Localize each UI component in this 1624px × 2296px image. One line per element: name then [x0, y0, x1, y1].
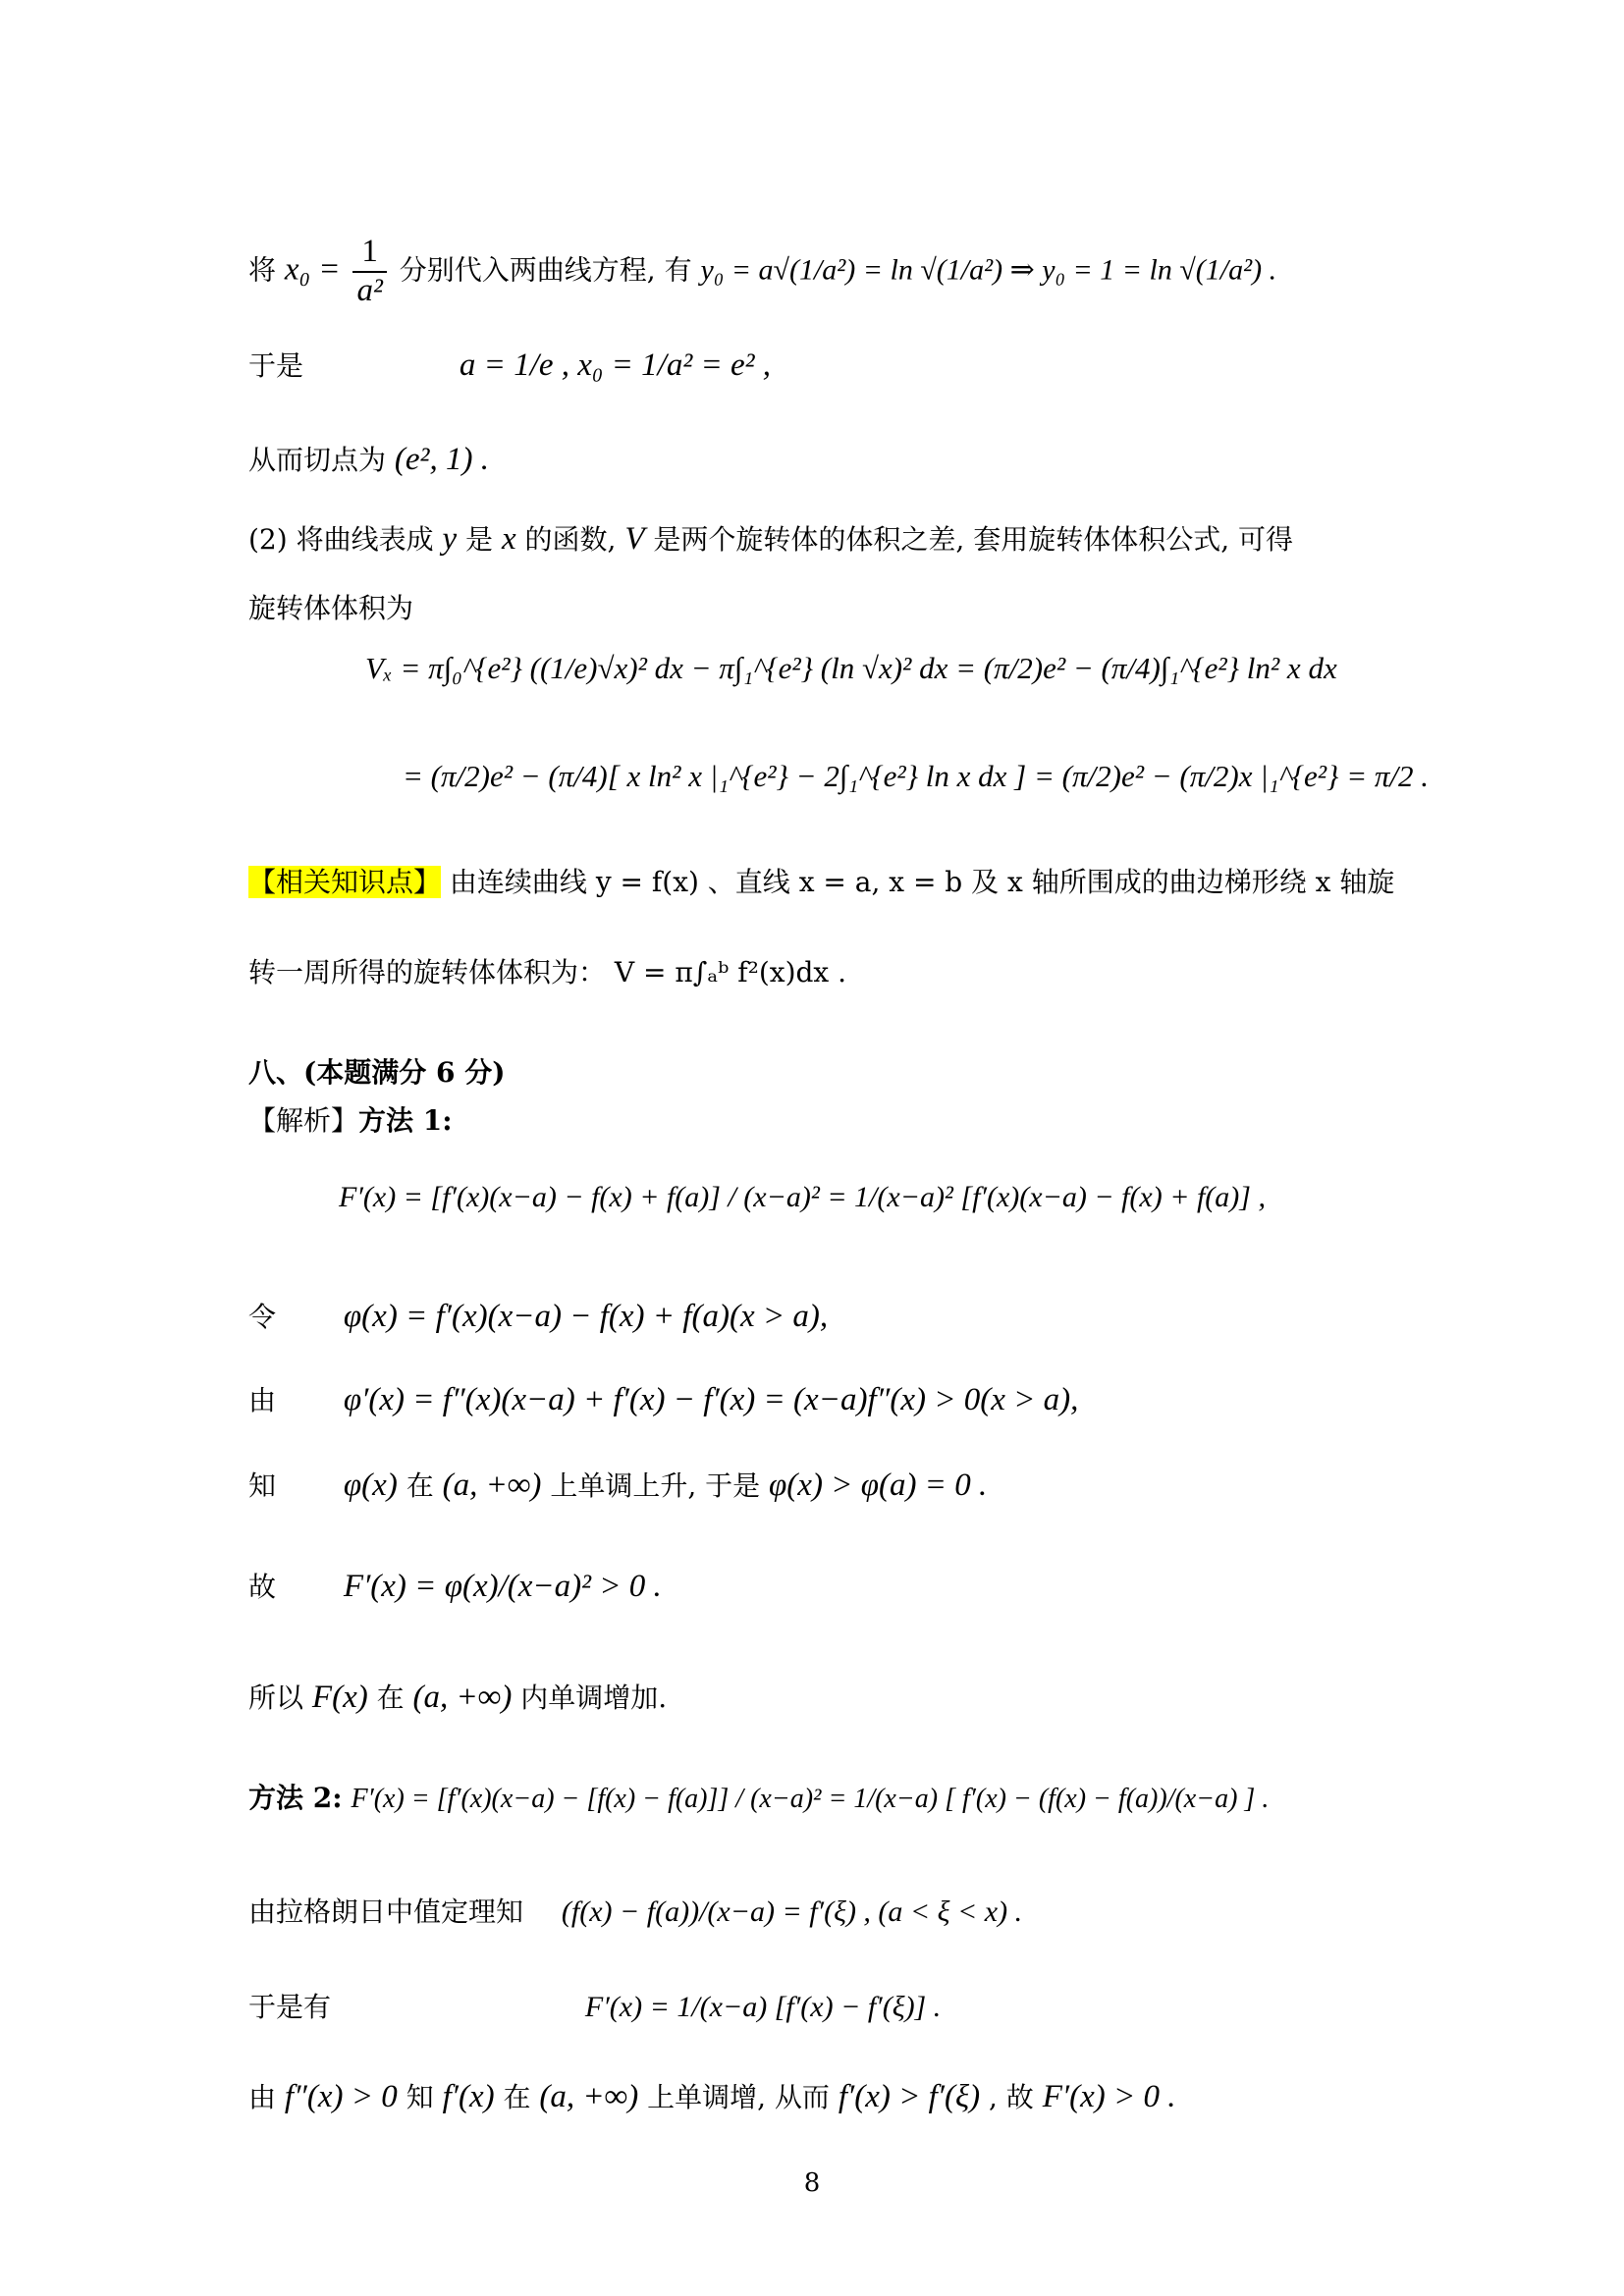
method-2-label: 方法 2:	[248, 1782, 343, 1814]
math-F-positive: F′(x) = φ(x)/(x−a)² > 0 .	[343, 1569, 662, 1604]
text: 旋转体体积为	[248, 592, 414, 624]
math-phi-x: φ(x)	[343, 1468, 398, 1503]
page-number: 8	[803, 2168, 821, 2198]
text: 知	[406, 2081, 434, 2113]
text: 于是	[248, 349, 304, 382]
text: 在	[406, 1469, 434, 1502]
math-V: V	[624, 521, 645, 557]
math-interval: (a, +∞)	[412, 1680, 513, 1715]
frac-one-over-a2: $\frac{1}{\text{a²}}$	[352, 234, 386, 310]
line-tangent-point	[248, 444, 489, 476]
text: 令	[248, 1301, 277, 1333]
equation-volume-1: Vₓ = π∫₀^{e²} ((1/e)√x)² dx − π∫₁^{e²} (ln √x)² dx = (π/2)e² − (π/4)∫₁^{e²} ln² x dx	[365, 651, 1337, 685]
line-by	[248, 1384, 1078, 1416]
math-F-method2: F′(x) = [f′(x)(x−a) − [f(x) − f(a)]] / (x−a)² = 1/(x−a) [ f′(x) − (f(x) − f(a))/(x−a) ] .	[351, 1784, 1270, 1814]
line-part2	[248, 523, 1293, 556]
text: 转一周所得的旋转体体积为： V = π∫ₐᵇ f²(x)dx .	[248, 956, 847, 988]
text: 由	[248, 2081, 277, 2113]
text: 在	[503, 2081, 531, 2113]
equation-F-derivative: F′(x) = [f′(x)(x−a) − f(x) + f(a)] / (x−a)² = 1/(x−a)² [f′(x)(x−a) − f(x) + f(a)] ,	[339, 1181, 1266, 1213]
text: 的函数,	[524, 523, 617, 556]
text: 所以	[248, 1682, 304, 1714]
text: 从而切点为	[248, 444, 387, 476]
section-eight-heading: 八、(本题满分 6 分)	[248, 1056, 506, 1089]
line-substitute	[248, 234, 1276, 310]
math-phi-ineq: φ(x) > φ(a) = 0 .	[769, 1468, 988, 1503]
equation-volume-2: = (π/2)e² − (π/4)[ x ln² x |₁^{e²} − 2∫₁^{e²} ln x dx ] = (π/2)e² − (π/2)x |₁^{e²} = π/2 .	[403, 759, 1430, 793]
line-solution	[248, 1104, 453, 1137]
text: 由拉格朗日中值定理知	[248, 1896, 524, 1928]
line-then	[248, 349, 771, 382]
solution-tag: 【解析】	[248, 1104, 359, 1137]
text: 上单调上升, 于是	[550, 1469, 761, 1502]
text: , 故	[989, 2081, 1034, 2113]
text: 上单调增, 从而	[647, 2081, 830, 2113]
text: 是两个旋转体的体积之差, 套用旋转体体积公式, 可得	[653, 523, 1294, 556]
text: 是	[465, 523, 494, 556]
line-so-have	[248, 1993, 941, 2022]
math-phi: φ(x) = f′(x)(x−a) − f(x) + f(a)(x > a),	[343, 1299, 829, 1334]
line-lagrange	[248, 1897, 1022, 1927]
math-point: (e², 1) .	[394, 442, 489, 477]
text: 知	[248, 1469, 277, 1502]
line-knowledge	[248, 866, 1395, 898]
line-let	[248, 1301, 828, 1333]
math-f-prime: f′(x)	[442, 2079, 495, 2114]
line-volume-formula	[248, 956, 847, 988]
math-F-x: F(x)	[311, 1680, 368, 1715]
line-conclusion	[248, 1682, 667, 1714]
knowledge-tag: 【相关知识点】	[248, 866, 442, 898]
math-mvt: (f(x) − f(a))/(x−a) = f′(ξ) , (a < ξ < x) .	[561, 1896, 1023, 1928]
math-f2-positive: f″(x) > 0	[284, 2079, 398, 2114]
text: 由	[248, 1384, 277, 1416]
line-volume-label	[248, 592, 414, 624]
text: 故	[248, 1571, 277, 1603]
line-therefore	[248, 1571, 662, 1603]
method-1-label: 方法 1:	[358, 1104, 453, 1137]
line-method-2	[248, 1782, 1270, 1814]
math-y: y	[442, 521, 458, 557]
math-f-compare: f′(x) > f′(ξ)	[838, 2079, 981, 2114]
math-interval: (a, +∞)	[539, 2079, 639, 2114]
text: 将	[248, 253, 277, 287]
math-interval: (a, +∞)	[442, 1468, 542, 1503]
math-F-final: F′(x) > 0 .	[1042, 2079, 1176, 2114]
math-F-xi: F′(x) = 1/(x−a) [f′(x) − f′(ξ)] .	[584, 1991, 942, 2023]
line-final	[248, 2081, 1176, 2113]
math-y0: y₀ = a√(1/a²) = ln √(1/a²) ⇒ y₀ = 1 = ln √(1/a²) .	[700, 253, 1277, 287]
math-phi-prime: φ′(x) = f″(x)(x−a) + f′(x) − f′(x) = (x−a)f″(x) > 0(x > a),	[343, 1382, 1079, 1417]
text: 于是有	[248, 1991, 332, 2023]
text: (2) 将曲线表成	[248, 523, 434, 556]
math-x: x	[501, 521, 516, 557]
text: 内单调增加.	[520, 1682, 668, 1714]
text: 由连续曲线 y = f(x) 、直线 x = a, x = b 及 x 轴所围成的曲边梯形绕 x 轴旋	[449, 866, 1395, 898]
text: 分别代入两曲线方程, 有	[399, 253, 692, 287]
math-a-x0: a = 1/e , x₀ = 1/a² = e² ,	[459, 347, 772, 383]
line-know	[248, 1469, 987, 1502]
math-x0: x₀ =	[284, 251, 341, 288]
text: 在	[376, 1682, 405, 1714]
